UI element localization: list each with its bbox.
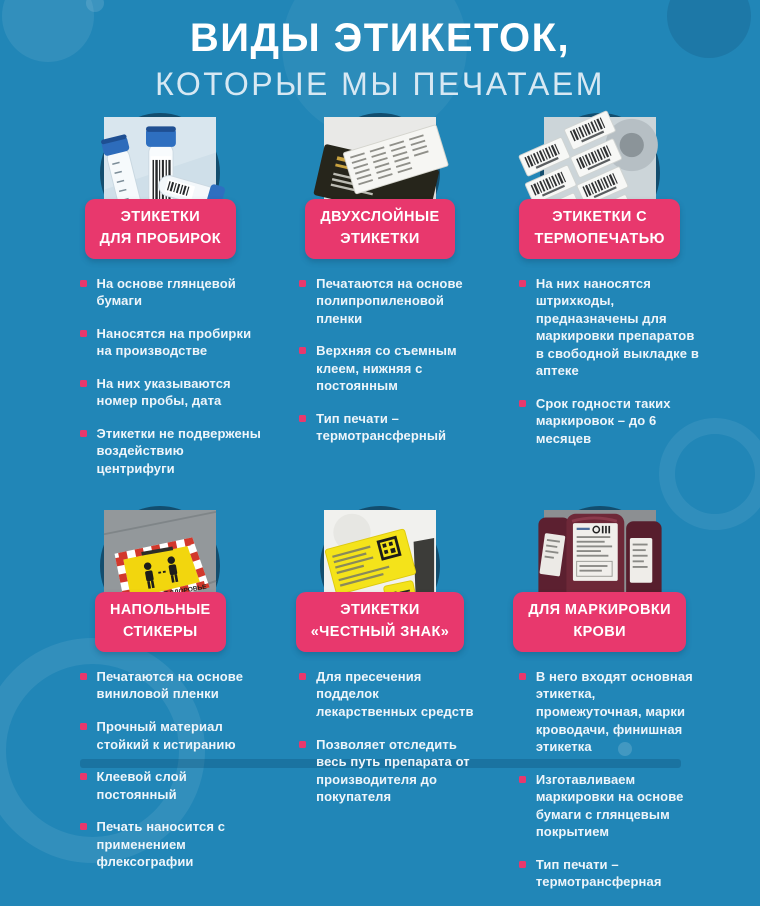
bullet-square-icon [299,673,306,680]
bullet-text: На основе глянцевой бумаги [97,275,262,310]
cards-grid [32,113,729,906]
bullet-text: Наносятся на пробирки на производстве [97,325,262,360]
bullet-list [58,668,264,886]
bullet-item [80,668,262,703]
bullet-square-icon [299,280,306,287]
bullet-text: Печать наносится с применением флексографии [97,818,262,871]
card-two-layer-labels [277,113,483,492]
bullet-list [497,275,703,463]
bullet-text: Тип печати – термотрансферный [316,410,481,445]
bullet-list [497,668,703,906]
bullet-item [299,342,481,395]
card-chestny-znak-labels [277,506,483,906]
card-title-badge: ЭТИКЕТКИ ДЛЯ ПРОБИРОК [85,199,236,259]
bullet-square-icon [519,400,526,407]
bullet-item [299,275,481,328]
infographic-page [32,0,729,768]
bullet-square-icon [80,380,87,387]
bullet-text: Позволяет отследить весь путь препарата от производителя до покупателя [316,736,481,806]
card-blood-marking-labels [497,506,703,906]
bullet-list [277,275,483,460]
bullet-item [80,425,262,478]
card-title-badge: ЭТИКЕТКИ С ТЕРМОПЕЧАТЬЮ [519,199,679,259]
bullet-text: На них указываются номер пробы, дата [97,375,262,410]
card-title-badge: НАПОЛЬНЫЕ СТИКЕРЫ [95,592,226,652]
bullet-square-icon [80,773,87,780]
bullet-item [80,718,262,753]
bullet-square-icon [80,673,87,680]
bullet-square-icon [519,280,526,287]
bullet-item [519,856,701,891]
bullet-item [299,410,481,445]
bullet-text: Для пресечения подделок лекарственных средств [316,668,481,721]
card-test-tube-labels [58,113,264,492]
bullet-square-icon [519,861,526,868]
bullet-item [80,768,262,803]
bullet-square-icon [80,280,87,287]
card-thermal-labels [497,113,703,492]
bullet-text: Срок годности таких маркировок – до 6 месяцев [536,395,701,448]
bullet-item [519,275,701,380]
bullet-text: Прочный материал стойкий к истиранию [97,718,262,753]
bullet-text: На них наносятся штрихкоды, предназначены для маркировки препаратов в свободной выкладке в аптеке [536,275,701,380]
page-title-line1: ВИДЫ ЭТИКЕТОК, [32,16,729,61]
bullet-text: Тип печати – термотрансферная [536,856,701,891]
bullet-item [80,325,262,360]
card-title-badge: ЭТИКЕТКИ «ЧЕСТНЫЙ ЗНАК» [296,592,465,652]
bullet-square-icon [519,776,526,783]
bullet-text: Печатаются на основе виниловой пленки [97,668,262,703]
bullet-item [299,736,481,806]
bullet-square-icon [299,415,306,422]
bullet-item [299,668,481,721]
bullet-square-icon [519,673,526,680]
card-title-badge: ДВУХСЛОЙНЫЕ ЭТИКЕТКИ [305,199,454,259]
bullet-item [80,275,262,310]
bullet-square-icon [299,347,306,354]
bullet-text: Верхняя со съемным клеем, нижняя с постоянным [316,342,481,395]
bullet-text: Изготавливаем маркировки на основе бумаги с глянцевым покрытием [536,771,701,841]
bullet-text: Этикетки не подвержены воздействию центрифуги [97,425,262,478]
card-title-badge: ДЛЯ МАРКИРОВКИ КРОВИ [513,592,686,652]
bullet-text: Клеевой слой постоянный [97,768,262,803]
bullet-text: Печатаются на основе полипропиленовой пленки [316,275,481,328]
bullet-square-icon [80,430,87,437]
bullet-square-icon [80,823,87,830]
bullet-square-icon [80,723,87,730]
page-header [32,0,729,103]
bullet-item [80,818,262,871]
page-title-line2: КОТОРЫЕ МЫ ПЕЧАТАЕМ [32,66,729,103]
bullet-list [58,275,264,493]
bullet-item [519,668,701,756]
bullet-list [277,668,483,821]
bullet-item [519,395,701,448]
bullet-item [80,375,262,410]
bullet-square-icon [80,330,87,337]
card-floor-stickers [58,506,264,906]
bullet-item [519,771,701,841]
bullet-square-icon [299,741,306,748]
bullet-text: В него входят основная этикетка, промежуточная, марки кроводачи, финишная этикетка [536,668,701,756]
